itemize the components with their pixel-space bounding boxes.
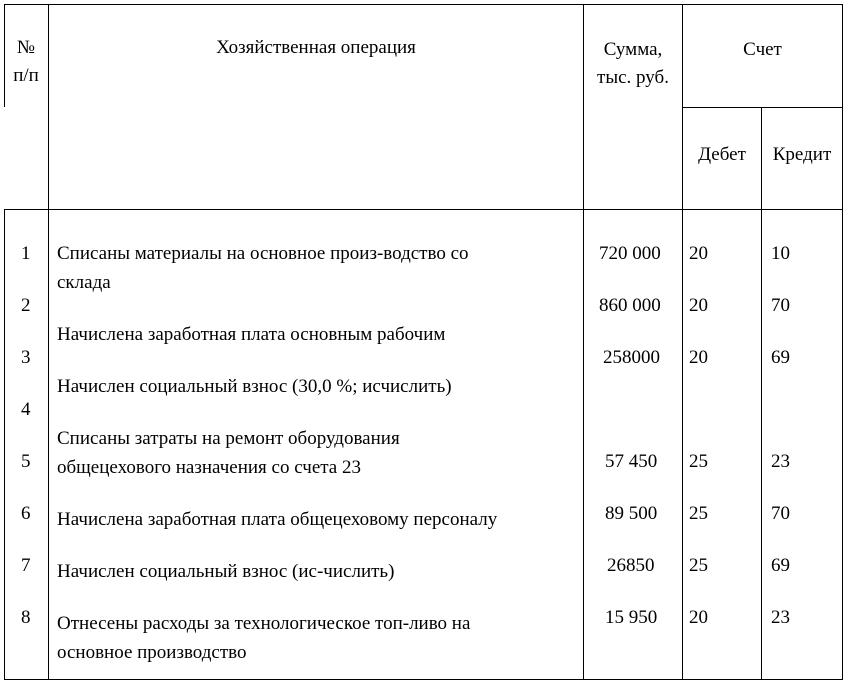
debit-value: 25 [689,555,708,576]
operation-text: основное производство [57,642,247,663]
header-num: № [16,37,36,58]
credit-value: 10 [771,243,790,264]
sum-value: 258000 [603,347,660,368]
debit-value: 20 [689,295,708,316]
operation-text: Начислена заработная плата основным рабочим [57,324,446,345]
operation-text: общецехового назначения со счета 23 [57,457,361,478]
operation-text: Начислен социальный взнос (ис-числить) [57,561,395,582]
debit-value: 20 [689,607,708,628]
row-num: 7 [21,555,31,576]
credit-value: 23 [771,451,790,472]
credit-value: 69 [771,555,790,576]
debit-value: 20 [689,243,708,264]
credit-value: 69 [771,347,790,368]
rule-bottom [4,679,843,680]
row-num: 4 [21,399,31,420]
rule-top [4,4,843,5]
operation-text: Списаны затраты на ремонт оборудования [57,428,400,449]
rule-sum-col [682,4,683,680]
debit-value: 25 [689,503,708,524]
debit-value: 25 [689,451,708,472]
row-num: 2 [21,295,31,316]
header-sum-2: тыс. руб. [597,67,669,88]
operation-text: Списаны материалы на основное произ-водство со [57,243,469,264]
credit-value: 70 [771,295,790,316]
row-num: 8 [21,607,31,628]
operation-text: Начислен социальный взнос (30,0 %; исчислить) [57,376,452,397]
rule-account-split [682,107,843,108]
rule-debit-col [761,107,762,680]
sum-value: 15 950 [605,607,658,628]
sum-value: 26850 [607,555,655,576]
sum-value: 720 000 [599,243,661,264]
header-sum-1: Сумма, [603,39,663,60]
rule-left-bottom [4,209,5,680]
header-num-2: п/п [13,65,39,86]
header-account: Счет [743,39,782,60]
credit-value: 23 [771,607,790,628]
operation-text: Отнесены расходы за технологическое топ-ливо на [57,613,471,634]
header-operation: Хозяйственная операция [216,37,416,58]
rule-op-col [583,4,584,680]
row-num: 6 [21,503,31,524]
sum-value: 57 450 [605,451,658,472]
rule-right [842,4,843,680]
row-num: 5 [21,451,31,472]
debit-value: 20 [689,347,708,368]
row-num: 3 [21,347,31,368]
sum-value: 860 000 [599,295,661,316]
sum-value: 89 500 [605,503,658,524]
rule-header-bottom [4,209,843,210]
operation-text: Начислена заработная плата общецеховому персоналу [57,509,498,530]
operation-text: склада [57,272,111,293]
rule-num-col [48,4,49,680]
header-debit: Дебет [698,144,746,165]
row-num: 1 [21,243,31,264]
header-credit: Кредит [772,144,832,165]
credit-value: 70 [771,503,790,524]
